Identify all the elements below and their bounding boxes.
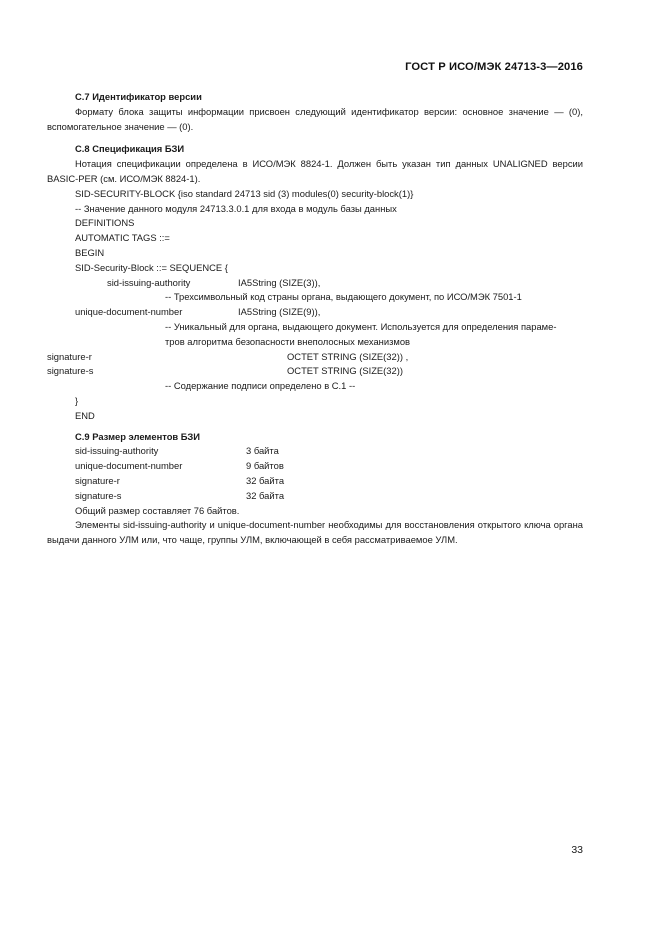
field-name: signature-s — [47, 365, 94, 377]
field-type: OCTET STRING (SIZE(32)) — [287, 365, 403, 377]
size-row — [47, 444, 583, 459]
element-name: signature-r — [75, 474, 120, 486]
code-field2-comment-line2: тров алгоритма безопасности внеполосных механизмов — [165, 335, 411, 347]
field-name: unique-document-number — [75, 306, 183, 318]
section-c7-title: С.7 Идентификатор версии — [75, 91, 202, 102]
field-name: sid-issuing-authority — [107, 276, 191, 288]
element-size: 3 байта — [246, 445, 279, 457]
size-row — [47, 459, 583, 474]
code-tags: AUTOMATIC TAGS ::= — [75, 232, 170, 244]
code-begin: BEGIN — [75, 246, 105, 258]
asn1-code-block — [47, 187, 583, 424]
code-block-decl: SID-Security-Block ::= SEQUENCE { — [75, 261, 228, 273]
field-type: OCTET STRING (SIZE(32)) , — [287, 350, 409, 362]
code-end: END — [75, 409, 95, 421]
code-field-unique-document-number — [47, 305, 583, 320]
code-field-signature-r — [47, 350, 583, 365]
section-c8-title: С.8 Спецификация БЗИ — [75, 143, 185, 155]
element-size-table — [47, 444, 583, 503]
code-field-sid-issuing-authority — [47, 276, 583, 291]
element-name: signature-s — [75, 489, 122, 501]
section-c7-text: Формату блока защиты информации присвоен следующий идентификатор версии: основное значение — (0), вспомогательное значение — (0). — [47, 105, 583, 132]
size-row — [47, 474, 583, 489]
element-size: 32 байта — [246, 474, 285, 486]
size-row — [47, 489, 583, 504]
section-c8-intro: Нотация спецификации определена в ИСО/МЭК 8824-1. Должен быть указан тип данных UNALIGNED версии BASIC-PER (см. ИСО/МЭК 8824-1). — [47, 158, 583, 184]
code-close-brace: } — [75, 394, 79, 406]
element-name: unique-document-number — [75, 460, 183, 472]
page-number: 33 — [571, 844, 583, 856]
code-module-header: SID-SECURITY-BLOCK {iso standard 24713 sid (3) modules(0) security-block(1)} — [75, 187, 414, 199]
section-c9-note: Элементы sid-issuing-authority и unique-document-number необходимы для восстановления открытого ключа органа выдачи данного УЛМ или, что чаще, группы УЛМ, включающей в себя рассматриваемое УЛМ. — [47, 519, 583, 546]
section-c9-total: Общий размер составляет 76 байтов. — [75, 504, 240, 516]
code-field-signature-s — [47, 364, 583, 379]
element-size: 9 байтов — [246, 460, 284, 472]
field-type: IA5String (SIZE(9)), — [238, 306, 321, 318]
code-field2-comment-line1: -- Уникальный для органа, выдающего документ. Используется для определения параме- — [165, 320, 557, 332]
field-name: signature-r — [47, 350, 92, 362]
code-field1-comment: -- Трехсимвольный код страны органа, выдающего документ, по ИСО/МЭК 7501-1 — [165, 291, 522, 303]
section-c9-title: С.9 Размер элементов БЗИ — [75, 430, 201, 442]
standard-header: ГОСТ Р ИСО/МЭК 24713-3—2016 — [405, 61, 583, 73]
page-content — [47, 90, 583, 548]
element-size: 32 байта — [246, 489, 285, 501]
field-type: IA5String (SIZE(3)), — [238, 276, 321, 288]
code-definitions: DEFINITIONS — [75, 217, 135, 229]
code-signature-comment: -- Содержание подписи определено в С.1 -- — [165, 380, 356, 392]
element-name: sid-issuing-authority — [75, 445, 159, 457]
code-version-comment: -- Значение данного модуля 24713.3.0.1 для входа в модуль базы данных — [75, 202, 397, 214]
